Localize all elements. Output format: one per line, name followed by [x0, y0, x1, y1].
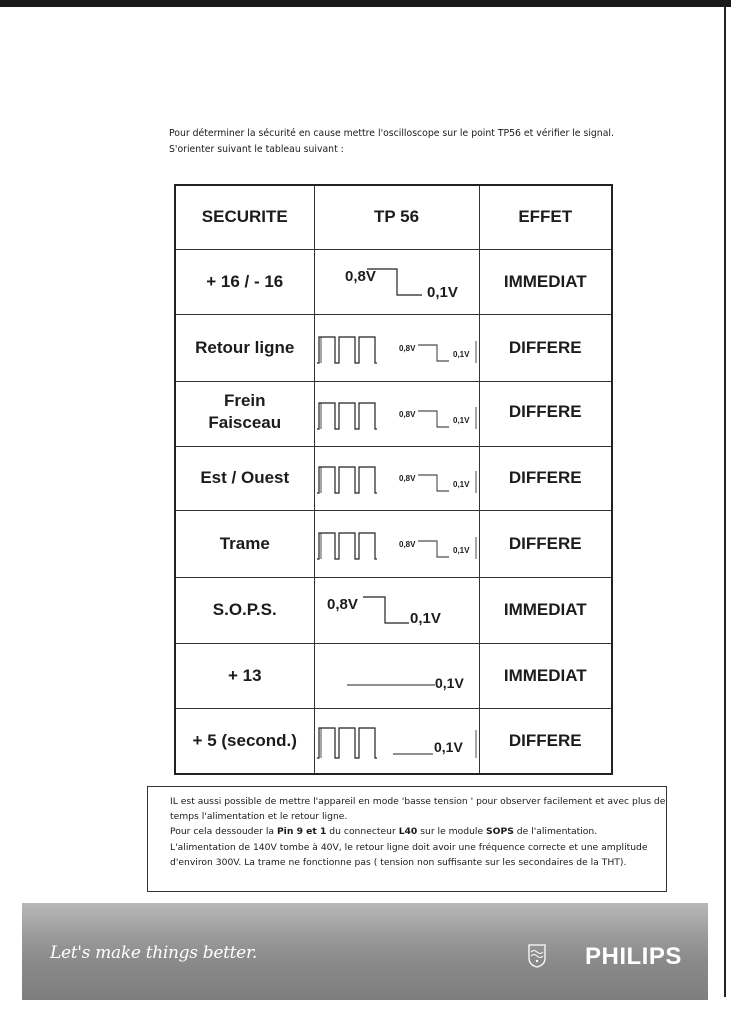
hi-voltage-label: 0,8V: [399, 409, 416, 419]
table-row: [175, 249, 612, 314]
note-text: Pour cela dessouder la: [170, 826, 277, 838]
hi-voltage-label: 0,8V: [326, 596, 358, 613]
intro-line-1: Pour déterminer la sécurité en cause mettre l'oscilloscope sur le point TP56 et vérifier le signal.: [169, 128, 614, 139]
effet-cell: IMMEDIAT: [479, 249, 612, 314]
note-text: de l'alimentation.: [513, 826, 598, 838]
securite-cell: Retour ligne: [175, 314, 314, 381]
securite-cell: + 13: [175, 643, 314, 708]
footer-band: [22, 903, 708, 1000]
lo-voltage-label: 0,1V: [434, 674, 464, 691]
tp56-signal-cell: [314, 249, 479, 314]
table-row: [175, 314, 612, 381]
hi-voltage-label: 0,8V: [399, 539, 416, 549]
securite-cell: Trame: [175, 510, 314, 577]
note-pins: Pin 9 et 1: [276, 826, 327, 838]
effet-cell: IMMEDIAT: [479, 577, 612, 643]
hi-voltage-label: 0,8V: [399, 474, 416, 483]
note-text: du connecteur: [326, 826, 399, 838]
tp56-signal-cell: [314, 446, 479, 510]
pulse-train-waveform: [315, 323, 478, 373]
effet-cell: DIFFERE: [479, 381, 612, 446]
securite-cell: [175, 381, 314, 446]
intro-line-2: S'orienter suivant le tableau suivant :: [169, 143, 344, 155]
note-text: sur le module: [417, 826, 487, 838]
note-line-1: IL est aussi possible de mettre l'appareil en mode 'basse tension ' pour observer facilement et avec plus de temps l'alimentation et le retour ligne.: [170, 796, 666, 823]
securite-cell: + 16 / - 16: [175, 249, 314, 314]
lo-voltage-label: 0,1V: [434, 738, 463, 755]
securite-label: Frein Faisceau: [208, 390, 282, 432]
effet-cell: DIFFERE: [479, 446, 612, 510]
tp56-signal-cell: [314, 314, 479, 381]
table-row: [175, 510, 612, 577]
hi-voltage-label: 0,8V: [344, 267, 376, 285]
philips-shield-icon: [528, 944, 546, 968]
table-header-row: [175, 185, 612, 249]
top-border: [0, 0, 731, 7]
step-down-waveform: [317, 585, 477, 635]
note-line-2: [170, 824, 666, 839]
tp56-signal-cell: [314, 643, 479, 708]
flat-line-waveform: [317, 651, 477, 701]
header-securite: SECURITE: [175, 185, 314, 249]
table-row: [175, 643, 612, 708]
tp56-signal-cell: [314, 510, 479, 577]
header-effet: EFFET: [479, 185, 612, 249]
tp56-signal-cell: [314, 708, 479, 774]
note-connector: L40: [398, 826, 418, 838]
table-row: [175, 446, 612, 510]
note-line-3: L'alimentation de 140V tombe à 40V, le retour ligne doit avoir une fréquence correcte et une amplitude d'environ 300V. La trame ne fonctionne pas ( tension non suffisante sur les secondaires de la THT).: [170, 841, 648, 868]
effet-cell: DIFFERE: [479, 708, 612, 774]
lo-voltage-label: 0,1V: [453, 349, 470, 359]
lo-voltage-label: 0,1V: [453, 545, 470, 555]
slogan: Let's make things better.: [50, 943, 258, 963]
effet-cell: IMMEDIAT: [479, 643, 612, 708]
table-row: [175, 708, 612, 774]
table-row: [175, 381, 612, 446]
lo-voltage-label: 0,1V: [426, 283, 458, 301]
pulse-train-waveform: [315, 519, 478, 569]
right-border: [724, 7, 726, 997]
effet-cell: DIFFERE: [479, 510, 612, 577]
lo-voltage-label: 0,1V: [453, 415, 470, 425]
header-tp56: TP 56: [314, 185, 479, 249]
note-module: SOPS: [486, 826, 514, 838]
hi-voltage-label: 0,8V: [399, 343, 416, 353]
philips-logo: PHILIPS: [585, 943, 682, 970]
pulse-train-waveform: [315, 389, 478, 439]
intro-text: [169, 126, 659, 157]
security-table: [174, 184, 613, 775]
lo-voltage-label: 0,1V: [409, 610, 441, 627]
pulse-train-waveform: [315, 453, 478, 503]
tp56-signal-cell: [314, 381, 479, 446]
step-down-waveform: [317, 257, 477, 307]
tp56-signal-cell: [314, 577, 479, 643]
securite-cell: S.O.P.S.: [175, 577, 314, 643]
lo-voltage-label: 0,1V: [453, 480, 470, 489]
note-box: [147, 786, 667, 892]
pulse-train-waveform: [315, 716, 478, 766]
effet-cell: DIFFERE: [479, 314, 612, 381]
table-row: [175, 577, 612, 643]
securite-cell: Est / Ouest: [175, 446, 314, 510]
securite-cell: + 5 (second.): [175, 708, 314, 774]
